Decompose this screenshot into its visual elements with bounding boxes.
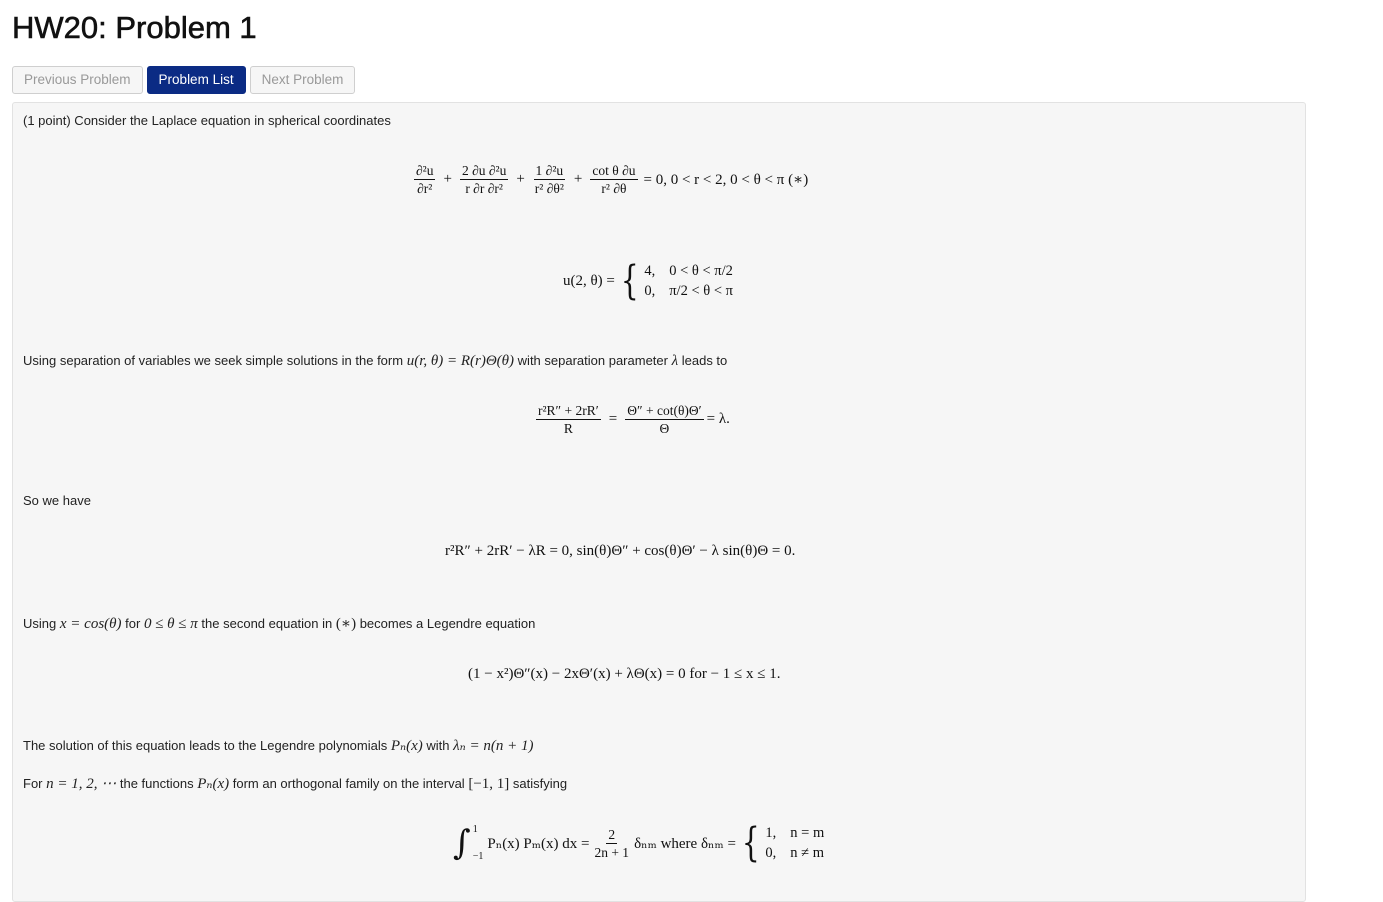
separated-odes: r²R″ + 2rR′ − λR = 0, sin(θ)Θ″ + cos(θ)Θ′ − λ sin(θ)Θ = 0. xyxy=(445,543,796,559)
orthogonality-relation: ∫ 1 −1 Pₙ(x) Pₘ(x) dx = $\frac{2}{2n + 1}$ δₙₘ where δₙₘ = { 1, n = m 0, n ≠ m xyxy=(453,820,825,866)
solution-text: The solution of this equation leads to the Legendre polynomials Pₙ(x) with λₙ = n(n + 1) xyxy=(23,738,534,754)
problem-nav xyxy=(12,66,355,94)
problem-body xyxy=(12,102,1306,902)
previous-problem-button[interactable]: Previous Problem xyxy=(12,66,143,94)
problem-list-button[interactable]: Problem List xyxy=(147,66,246,94)
orthogonality-text: For n = 1, 2, ⋯ the functions Pₙ(x) form an orthogonal family on the interval [−1, 1] satisfying xyxy=(23,776,568,792)
laplace-equation: $\frac{\text{∂²u}}{\text{∂r²}}$ + $\frac{\text{2 ∂u ∂²u}}{\text{r ∂r ∂r²}}$ + $\frac{\text{1 ∂²u}}{\text{r² ∂θ²}}$ + $\frac{\text{cot θ ∂u}}{\text{r² ∂θ}}$ = 0, 0 < r < 2, 0 < θ < π (∗) xyxy=(416,163,809,196)
substitution-text: Using x = cos(θ) for 0 ≤ θ ≤ π the second equation in (∗) becomes a Legendre equation xyxy=(23,616,536,632)
boundary-condition: u(2, θ) = { 4, 0 < θ < π/2 0, π/2 < θ < π xyxy=(563,258,733,304)
page-title: HW20: Problem 1 xyxy=(12,10,257,45)
separation-equation: $\frac{\text{r²R″ + 2rR′}}{R}$ = $\frac{\Theta'' + \cot(\theta)\Theta'}{\Theta}$ = λ. xyxy=(538,403,730,436)
problem-intro: (1 point) Consider the Laplace equation in spherical coordinates xyxy=(23,113,391,128)
legendre-equation: (1 − x²)Θ″(x) − 2xΘ′(x) + λΘ(x) = 0 for − 1 ≤ x ≤ 1. xyxy=(468,666,781,682)
so-we-have-text: So we have xyxy=(23,493,91,508)
next-problem-button[interactable]: Next Problem xyxy=(250,66,356,94)
separation-text: Using separation of variables we seek simple solutions in the form u(r, θ) = R(r)Θ(θ) with separation parameter λ leads to xyxy=(23,353,728,369)
